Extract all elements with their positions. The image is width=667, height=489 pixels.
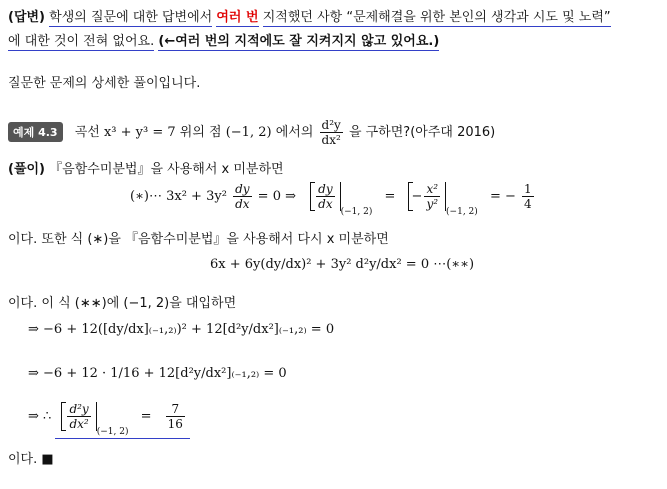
solution-intro-line bbox=[8, 158, 284, 177]
step3-bracket: $\frac{\text{d²y}}{\text{dx²}}$ bbox=[61, 402, 96, 431]
example-text1: 곡선 x³ + y³ = 7 위의 점 (−1, 2) 에서의 bbox=[74, 125, 314, 140]
eq1-eval-bracket: $\frac{dy}{dx}$ bbox=[310, 182, 340, 211]
header-aside: (←여러 번의 지적에도 잘 지켜지지 않고 있어요.) bbox=[158, 34, 440, 49]
equation-1: (∗)⋯ 3x² + 3y² $\frac{dy}{dx}$ = 0 ⇒ $\frac{dy}{dx}$ $_{(-1, 2)}$ = − $\frac{\text{x²}}{\text{y²}}$ $_{(-1, 2)}$ = − $\frac{1}{4}$ bbox=[130, 182, 532, 217]
example-derivative bbox=[320, 118, 343, 147]
header-emphasis: 여러 번 bbox=[216, 10, 259, 25]
step-1: ⇒ −6 + 12([dy/dx]₍₋₁,₂₎)² + 12[d²y/dx²]₍₋₁,₂₎ = 0 bbox=[28, 322, 335, 337]
solution-label: (풀이) bbox=[8, 162, 45, 177]
example-line bbox=[8, 118, 495, 147]
eq1-final: $\frac{1}{4}$ bbox=[524, 182, 532, 211]
answer-label: (답변) bbox=[8, 10, 45, 25]
step3-eq: = bbox=[140, 409, 152, 424]
header-line-2 bbox=[8, 30, 439, 49]
eq1-rhs-bracket: − $\frac{\text{x²}}{\text{y²}}$ bbox=[408, 182, 447, 211]
example-text2: 을 구하면?(아주대 2016) bbox=[348, 125, 496, 140]
eq1-lhs: (∗)⋯ 3x² + 3y² bbox=[130, 189, 227, 204]
header-text-after: 지적했던 사항 “문제해결을 위한 본인의 생각과 시도 및 노력” bbox=[262, 10, 611, 25]
eq1-frac: $\frac{dy}{dx}$ bbox=[235, 182, 250, 211]
eq1-eval-sub: (−1, 2) bbox=[340, 207, 373, 217]
header-line-1 bbox=[8, 6, 611, 25]
equation-2: 6x + 6y(dy/dx)² + 3y² d²y/dx² = 0 ⋯(∗∗) bbox=[210, 257, 475, 272]
step-2: ⇒ −6 + 12 · 1/16 + 12[d²y/dx²]₍₋₁,₂₎ = 0 bbox=[28, 366, 287, 381]
eq1-eq: = bbox=[384, 189, 396, 204]
paragraph-3: 이다. 이 식 (∗∗)에 (−1, 2)을 대입하면 bbox=[8, 296, 237, 311]
step3-lhs: ⇒ ∴ bbox=[28, 409, 52, 424]
header-text-before: 학생의 질문에 대한 답변에서 bbox=[49, 10, 213, 25]
step-3 bbox=[28, 402, 187, 437]
example-deriv-den: dx² bbox=[320, 132, 343, 147]
step3-underline bbox=[55, 438, 190, 439]
paragraph-2: 이다. 또한 식 (∗)을 『음함수미분법』을 사용해서 다시 x 미분하면 bbox=[8, 232, 389, 247]
header-line2: 에 대한 것이 전혀 없어요. bbox=[8, 34, 155, 49]
eq1-mid: = 0 ⇒ bbox=[257, 189, 296, 204]
solution-intro: 『음함수미분법』을 사용해서 x 미분하면 bbox=[49, 162, 284, 177]
example-badge: 예제 4.3 bbox=[8, 122, 63, 142]
end-text: 이다. ■ bbox=[8, 452, 54, 467]
intro-text: 질문한 문제의 상세한 풀이입니다. bbox=[8, 76, 201, 91]
step3-rhs: $\frac{7}{16}$ bbox=[167, 402, 183, 431]
example-deriv-num: d²y bbox=[321, 118, 341, 132]
step3-sub: (−1, 2) bbox=[96, 427, 129, 437]
